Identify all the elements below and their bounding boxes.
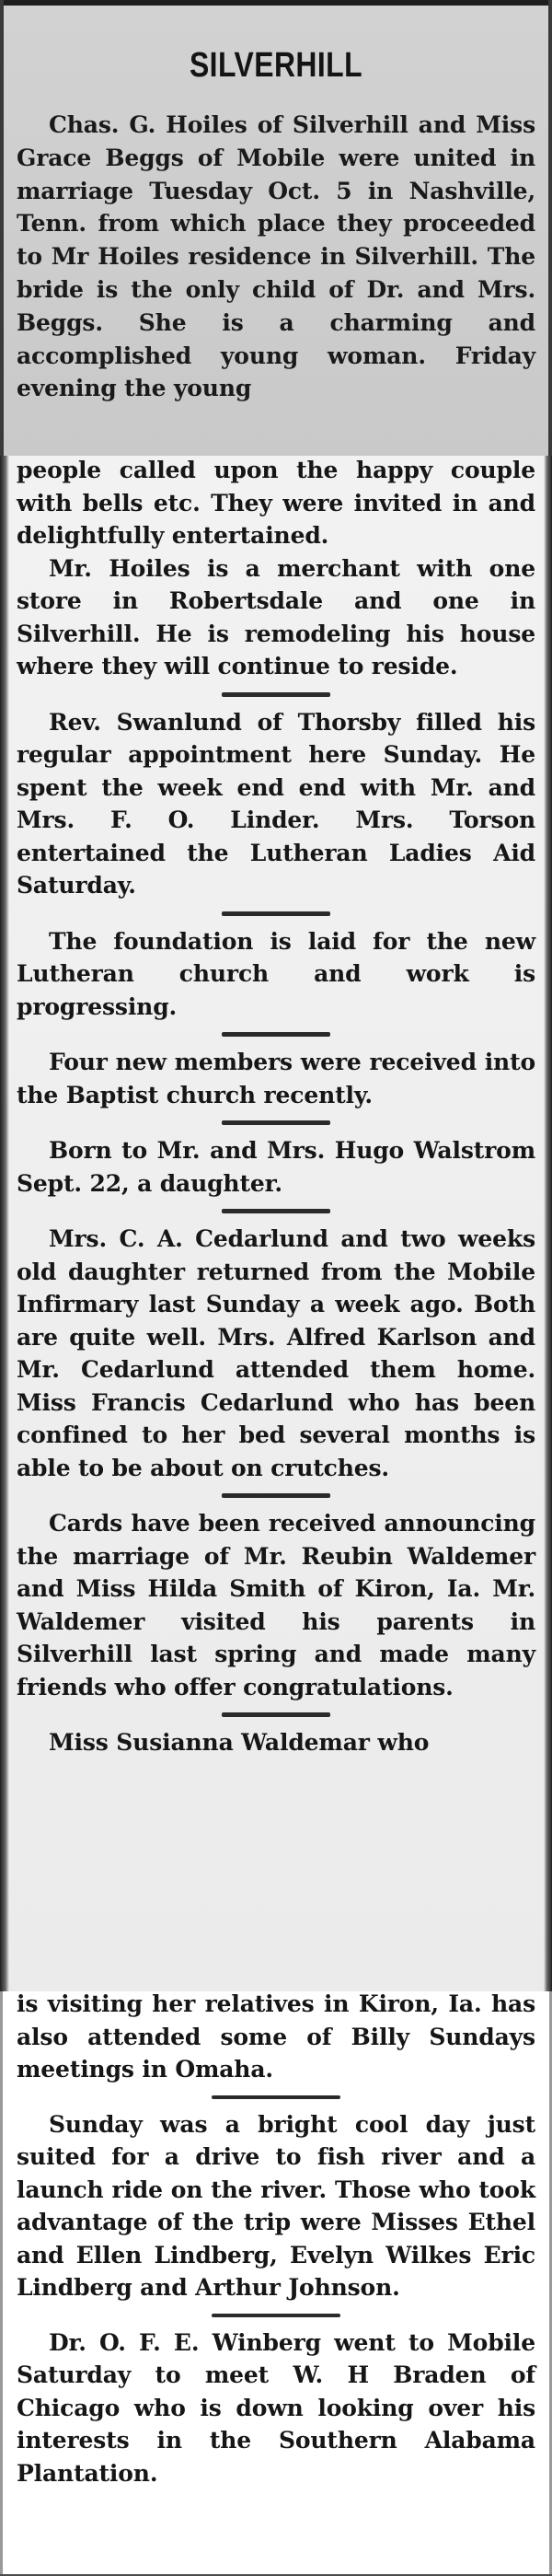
paragraph-waldemer-marriage: Cards have been received announcing the marriage of Mr. Reubin Waldemer and Miss Hilda Smith of Kiron, Ia. Mr. Waldemer visited his parents in Silverhill last spring and made many friends who offer congratulations.	[17, 1510, 535, 1700]
top-rule	[0, 0, 552, 6]
clipping-strip-bottom	[0, 1991, 552, 2576]
article-body-middle	[17, 456, 535, 1759]
clipping-strip-top	[0, 0, 552, 456]
separator-rule	[222, 911, 330, 916]
separator-rule	[222, 692, 330, 697]
left-edge-shadow	[0, 456, 9, 1991]
paragraph-sunday-drive: Sunday was a bright cool day just suited for a drive to fish river and a launch ride on the river. Those who took advantage of the trip were Misses Ethel and Ellen Lindberg, Evelyn Wilkes Eric Lindberg and Arthur Johnson.	[17, 2110, 535, 2301]
separator-rule	[212, 2314, 340, 2317]
article-body-bottom	[17, 1991, 535, 2489]
paragraph-hoiles-merchant: Mr. Hoiles is a merchant with one store in Robertsdale and one in Silverhill. He is remodeling his house where they will continue to reside.	[17, 554, 535, 679]
paragraph-rev-swanlund: Rev. Swanlund of Thorsby filled his regular appointment here Sunday. He spent the week end end with Mr. and Mrs. F. O. Linder. Mrs. Torson entertained the Lutheran Ladies Aid Saturday.	[17, 708, 535, 899]
paragraph-lutheran-church: The foundation is laid for the new Lutheran church and work is progressing.	[17, 927, 535, 1020]
paragraph-walstrom-birth: Born to Mr. and Mrs. Hugo Walstrom Sept. 22, a daughter.	[17, 1137, 535, 1197]
clipping-strip-middle	[0, 456, 552, 1991]
paragraph-dr-winberg: Dr. O. F. E. Winberg went to Mobile Saturday to meet W. H Braden of Chicago who is down looking over his interests in the Southern Alabama Plantation.	[17, 2328, 535, 2487]
separator-rule	[222, 1209, 330, 1213]
paragraph-cedarlund: Mrs. C. A. Cedarlund and two weeks old daughter returned from the Mobile Infirmary last Sunday a week ago. Both are quite well. Mrs. Alfred Karlson and Mr. Cedarlund attended them home. Miss Francis Cedarlund who has been confined to her bed several months is able to be about on crutches.	[17, 1225, 535, 1481]
right-edge-shadow	[544, 456, 552, 1991]
separator-rule	[222, 1493, 330, 1498]
separator-rule	[222, 1712, 330, 1717]
separator-rule	[212, 2095, 340, 2099]
paragraph-susianna-waldemar: Miss Susianna Waldemar who	[49, 1729, 430, 1756]
left-edge-shadow	[0, 0, 4, 456]
right-edge-shadow	[548, 0, 552, 456]
paragraph-susianna-continued: is visiting her relatives in Kiron, Ia. has also attended some of Billy Sundays meetings in Omaha.	[17, 1991, 535, 2083]
headline: SILVERHILL	[189, 46, 363, 85]
paragraph-wedding: Chas. G. Hoiles of Silverhill and Miss Grace Beggs of Mobile were united in marriage Tuesday Oct. 5 in Nashville, Tenn. from which place they proceeded to Mr Hoiles residence in Silverhill. The bride is the only child of Dr. and Mrs. Beggs. She is a charming and accomplished young woman. Friday evening the young	[17, 111, 535, 402]
paragraph-wedding-continued: people called upon the happy couple with bells etc. They were invited in and delightfully entertained.	[17, 457, 535, 549]
left-edge-shadow	[0, 1991, 3, 2576]
separator-rule	[222, 1120, 330, 1125]
paragraph-baptist-members: Four new members were received into the Baptist church recently.	[17, 1049, 535, 1108]
article-body-top	[17, 109, 535, 405]
separator-rule	[222, 1032, 330, 1037]
